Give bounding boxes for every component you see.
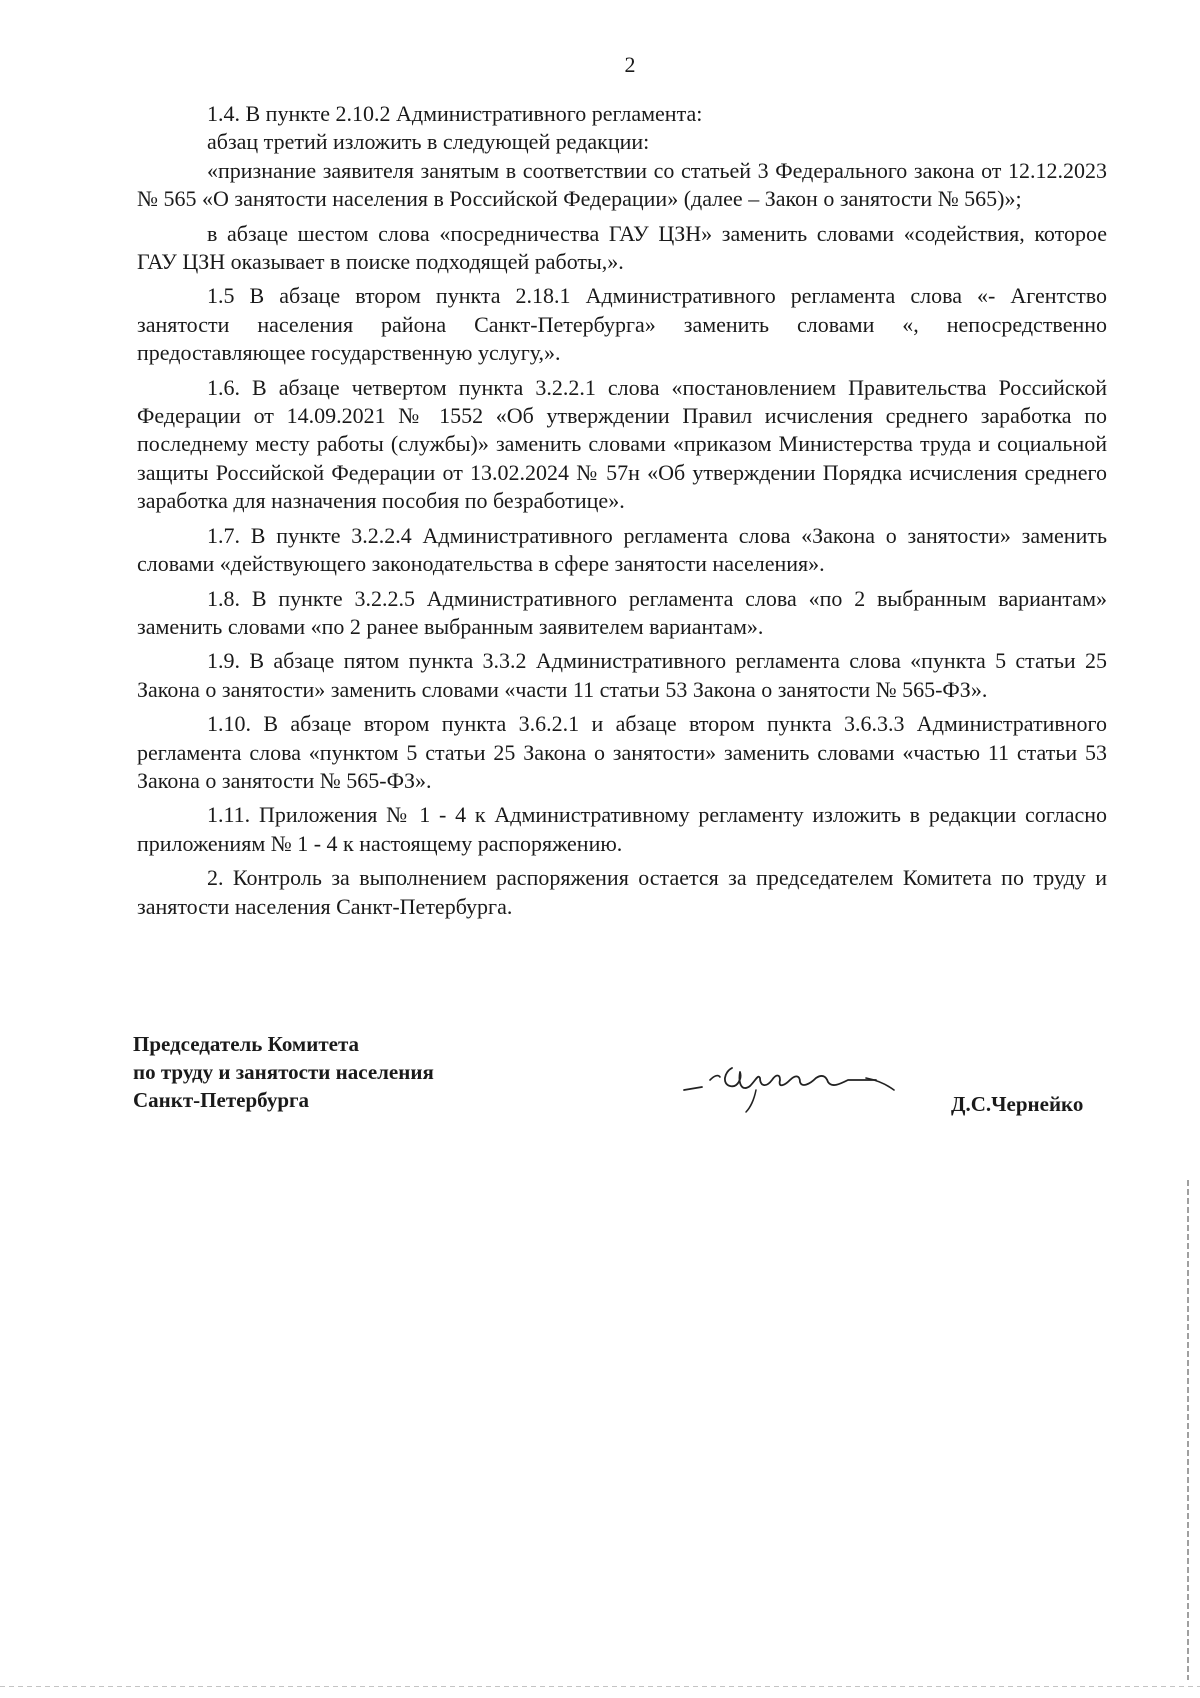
signatory-name: Д.С.Чернейко xyxy=(951,1092,1084,1116)
scan-edge-artifact xyxy=(0,1686,1200,1687)
paragraph: 1.10. В абзаце втором пункта 3.6.2.1 и абзаце втором пункта 3.6.3.3 Административного регламента слова «пунктом 5 статьи 25 Закона о занятости» заменить словами «частью 11 статьи 53 Закона о занятости № 565-ФЗ». xyxy=(137,711,1107,793)
paragraph: 1.6. В абзаце четвертом пункта 3.2.2.1 слова «постановлением Правительства Российской Федерации от 14.09.2021 № 1552 «Об утверждении Правил исчисления среднего заработка по последнему месту работы (службы)» заменить словами «приказом Министерства труда и социальной защиты Российской Федерации от 13.02.2024 № 57н «Об утверждении Порядка исчисления среднего заработка для назначения пособия по безработице». xyxy=(137,374,1107,514)
paragraph: 1.4. В пункте 2.10.2 Административного регламента: xyxy=(207,101,703,126)
handwritten-signature-image xyxy=(680,1050,910,1120)
scan-edge-artifact xyxy=(1187,1180,1189,1680)
document-body xyxy=(137,100,1107,927)
paragraph: 1.9. В абзаце пятом пункта 3.3.2 Административного регламента слова «пункта 5 статьи 25 Закона о занятости» заменить словами «части 11 статьи 53 Закона о занятости № 565-ФЗ». xyxy=(137,648,1107,702)
paragraph: абзац третий изложить в следующей редакции: xyxy=(207,129,650,155)
signatory-title-line: Председатель Комитета xyxy=(133,1032,360,1056)
signatory-title xyxy=(133,1030,434,1114)
paragraph: в абзаце шестом слова «посредничества ГАУ ЦЗН» заменить словами «содействия, которое ГАУ ЦЗН оказывает в поиске подходящей работы,». xyxy=(137,220,1107,275)
paragraph: «признание заявителя занятым в соответствии со статьей 3 Федерального закона от 12.12.2023 № 565 «О занятости населения в Российской Федерации» (далее – Закон о занятости № 565)»; xyxy=(137,157,1107,212)
page-number: 2 xyxy=(624,52,636,77)
signatory-title-line: Санкт-Петербурга xyxy=(133,1088,310,1112)
paragraph: 1.5 В абзаце втором пункта 2.18.1 Административного регламента слова «- Агентство занятости населения района Санкт-Петербурга» заменить словами «, непосредственно предоставляющее государственную услугу,». xyxy=(137,283,1107,366)
signatory-title-line: по труду и занятости населения xyxy=(133,1060,434,1084)
paragraph: 1.8. В пункте 3.2.2.5 Административного регламента слова «по 2 выбранным вариантам» заменить словами «по 2 ранее выбранным заявителем вариантам». xyxy=(137,585,1107,639)
paragraph: 1.7. В пункте 3.2.2.4 Административного регламента слова «Закона о занятости» заменить словами «действующего законодательства в сфере занятости населения». xyxy=(137,522,1107,577)
paragraph: 1.11. Приложения № 1 - 4 к Административному регламенту изложить в редакции согласно приложениям № 1 - 4 к настоящему распоряжению. xyxy=(137,802,1107,856)
paragraph: 2. Контроль за выполнением распоряжения остается за председателем Комитета по труду и занятости населения Санкт-Петербурга. xyxy=(137,865,1107,919)
